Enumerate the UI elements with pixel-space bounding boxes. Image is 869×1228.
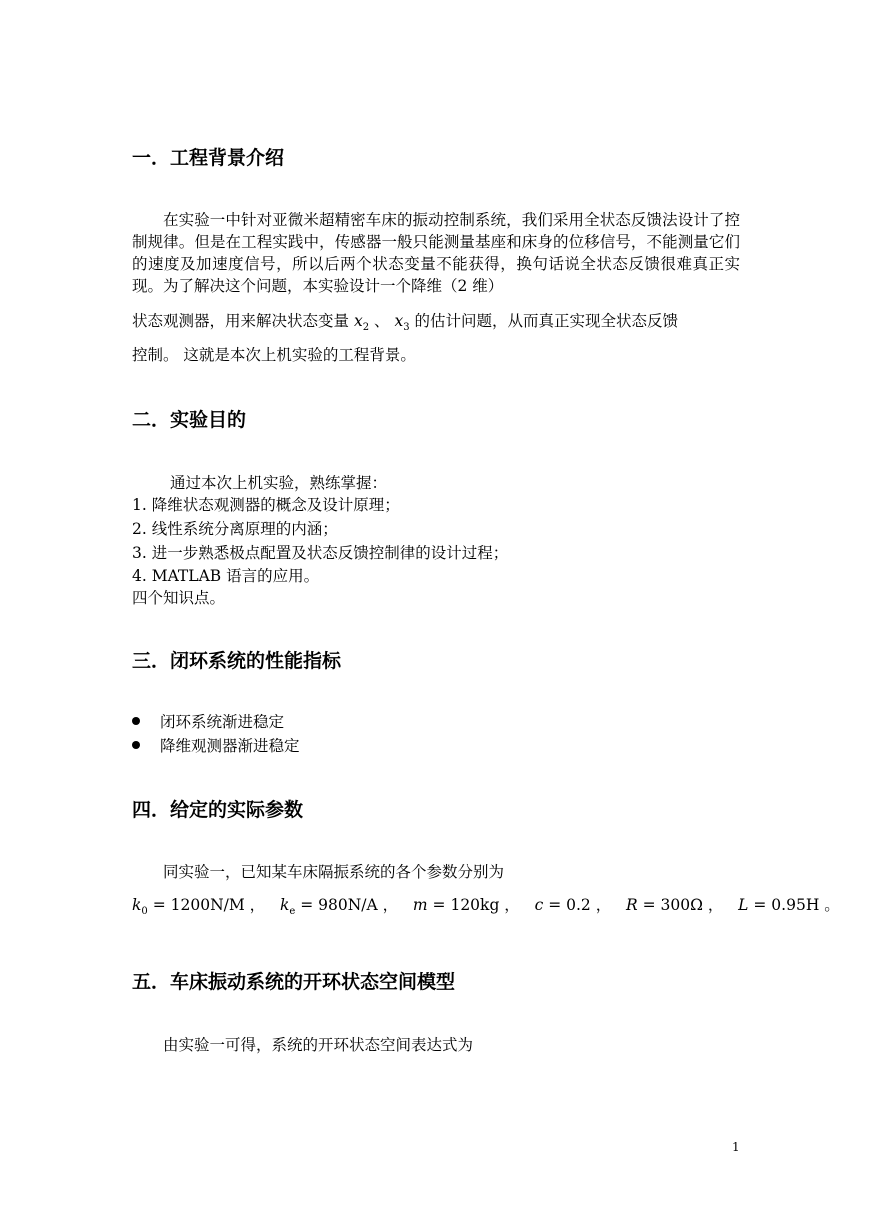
- objective-item-3: 3. 进一步熟悉极点配置及状态反馈控制律的设计过程；: [132, 544, 509, 562]
- section-1-heading: 一．工程背景介绍: [132, 147, 285, 169]
- objective-item-2: 2. 线性系统分离原理的内涵；: [132, 520, 338, 538]
- parameter-list: [132, 893, 840, 924]
- page-number: 1: [732, 1140, 740, 1154]
- section-5-intro: 由实验一可得，系统的开环状态空间表达式为: [163, 1036, 474, 1054]
- variable-x3: $x_3$: [394, 312, 410, 334]
- section-2-intro: 通过本次上机实验，熟练掌握：: [170, 474, 388, 492]
- param-R: R = 300Ω ，: [625, 896, 724, 914]
- section-4-heading: 四．给定的实际参数: [132, 799, 304, 821]
- performance-bullet-2: 降维观测器渐进稳定: [132, 735, 300, 757]
- objective-item-4: 4. MATLAB 语言的应用。: [132, 567, 320, 585]
- param-ke: $k_e = 980N/A$ ，: [279, 896, 399, 918]
- param-k0: $k_0 = 1200N/M$ ，: [132, 896, 266, 918]
- section-1-paragraph-line-variables: 状态观测器，用来解决状态变量 $x_2$ 、 $x_3$ 的估计问题，从而真正实现全状态反馈: [132, 312, 679, 334]
- section-4-intro: 同实验一，已知某车床隔振系统的各个参数分别为: [163, 863, 505, 881]
- section-1-paragraph: 在实验一中针对亚微米超精密车床的振动控制系统，我们采用全状态反馈法设计了控制规律。但是在工程实践中，传感器一般只能测量基座和床身的位移信号，不能测量它们的速度及加速度信号，所以后两个状态变量不能获得，换句话说全状态反馈很难真正实现。为了解决这个问题，本实验设计一个降维（2 维）: [132, 211, 740, 295]
- section-1-paragraph-end: 控制。 这就是本次上机实验的工程背景。: [132, 346, 416, 364]
- performance-bullet-1: 闭环系统渐进稳定: [132, 711, 284, 733]
- section-3-heading: 三．闭环系统的性能指标: [132, 650, 342, 672]
- section-5-heading: 五．车床振动系统的开环状态空间模型: [132, 971, 456, 993]
- param-c: c = 0.2 ，: [534, 896, 612, 914]
- variable-x2: $x_2$: [353, 312, 370, 334]
- bullet-icon: [132, 741, 140, 749]
- objective-item-1: 1. 降维状态观测器的概念及设计原理；: [132, 496, 400, 514]
- section-2-heading: 二．实验目的: [132, 409, 247, 431]
- section-2-outro: 四个知识点。: [132, 589, 226, 607]
- param-m: m = 120kg ，: [412, 896, 520, 914]
- bullet-icon: [132, 717, 140, 725]
- param-L: L = 0.95H 。: [738, 896, 840, 914]
